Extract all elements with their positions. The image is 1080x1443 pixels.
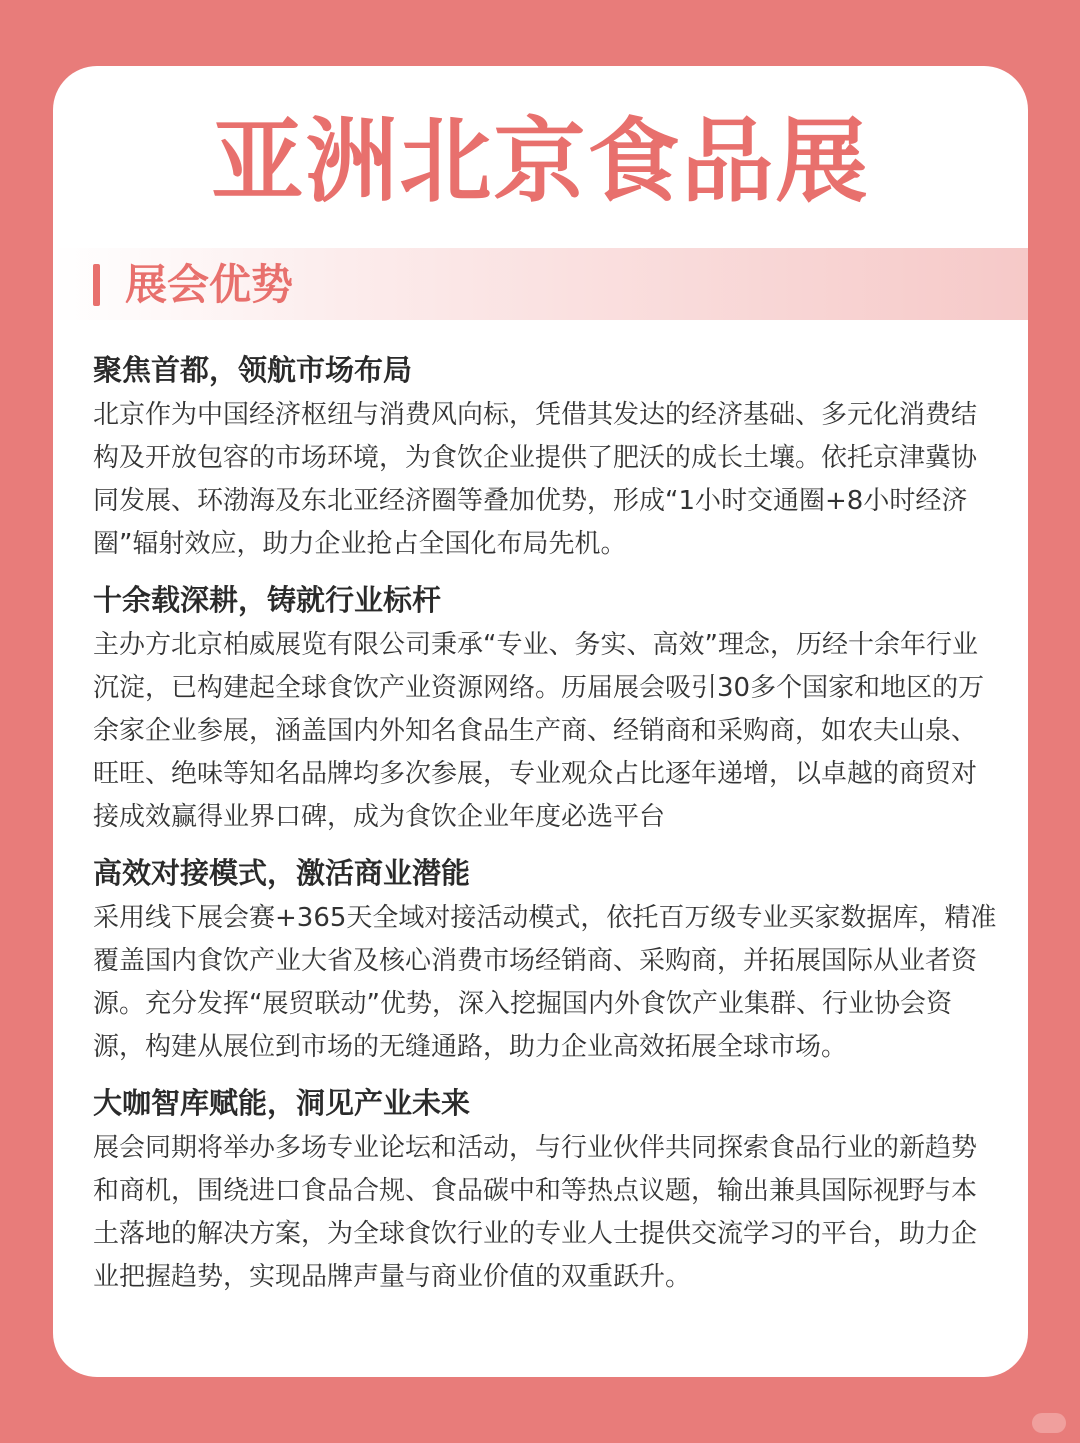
advantage-text: 北京作为中国经济枢纽与消费风向标，凭借其发达的经济基础、多元化消费结构及开放包容的市场环境，为食饮企业提供了肥沃的成长土壤。依托京津冀协同发展、环渤海及东北亚经济圈等叠加优势，形成“1小时交通圈+8小时经济圈”辐射效应，助力企业抢占全国化布局先机。 xyxy=(93,400,978,559)
advantage-text: 采用线下展会赛+365天全域对接活动模式，依托百万级专业买家数据库，精准覆盖国内食饮产业大省及核心消费市场经销商、采购商，并拓展国际从业者资源。充分发挥“展贸联动”优势，深入挖掘国内外食饮产业集群、行业协会资源，构建从展位到市场的无缝通路，助力企业高效拓展全球市场。 xyxy=(93,903,997,1062)
advantage-text: 展会同期将举办多场专业论坛和活动，与行业伙伴共同探索食品行业的新趋势和商机，围绕进口食品合规、食品碳中和等热点议题，输出兼具国际视野与本土落地的解决方案，为全球食饮行业的专业人士提供交流学习的平台，助力企业把握趋势，实现品牌声量与商业价值的双重跃升。 xyxy=(93,1133,978,1292)
section-title: 展会优势 xyxy=(125,260,294,309)
advantage-heading: 聚焦首都，领航市场布局 xyxy=(93,353,413,387)
advantages-list xyxy=(93,346,998,1309)
advantage-block xyxy=(93,849,998,1069)
advantage-block xyxy=(93,1079,998,1299)
advantage-block xyxy=(93,576,998,839)
advantage-heading: 高效对接模式，激活商业潜能 xyxy=(93,856,471,890)
advantage-text: 主办方北京柏威展览有限公司秉承“专业、务实、高效”理念，历经十余年行业沉淀，已构建起全球食饮产业资源网络。历届展会吸引30多个国家和地区的万余家企业参展，涵盖国内外知名食品生产商、经销商和采购商，如农夫山泉、旺旺、绝味等知名品牌均多次参展，专业观众占比逐年递增，以卓越的商贸对接成效赢得业界口碑，成为食饮企业年度必选平台 xyxy=(93,630,985,832)
watermark-badge xyxy=(1032,1413,1066,1433)
section-header xyxy=(53,248,1028,320)
page-title: 亚洲北京食品展 xyxy=(211,108,870,215)
advantage-heading: 十余载深耕，铸就行业标杆 xyxy=(93,583,442,617)
section-accent-bar xyxy=(93,264,100,306)
advantage-heading: 大咖智库赋能，洞见产业未来 xyxy=(93,1086,471,1120)
content-card xyxy=(53,66,1028,1377)
advantage-block xyxy=(93,346,998,566)
